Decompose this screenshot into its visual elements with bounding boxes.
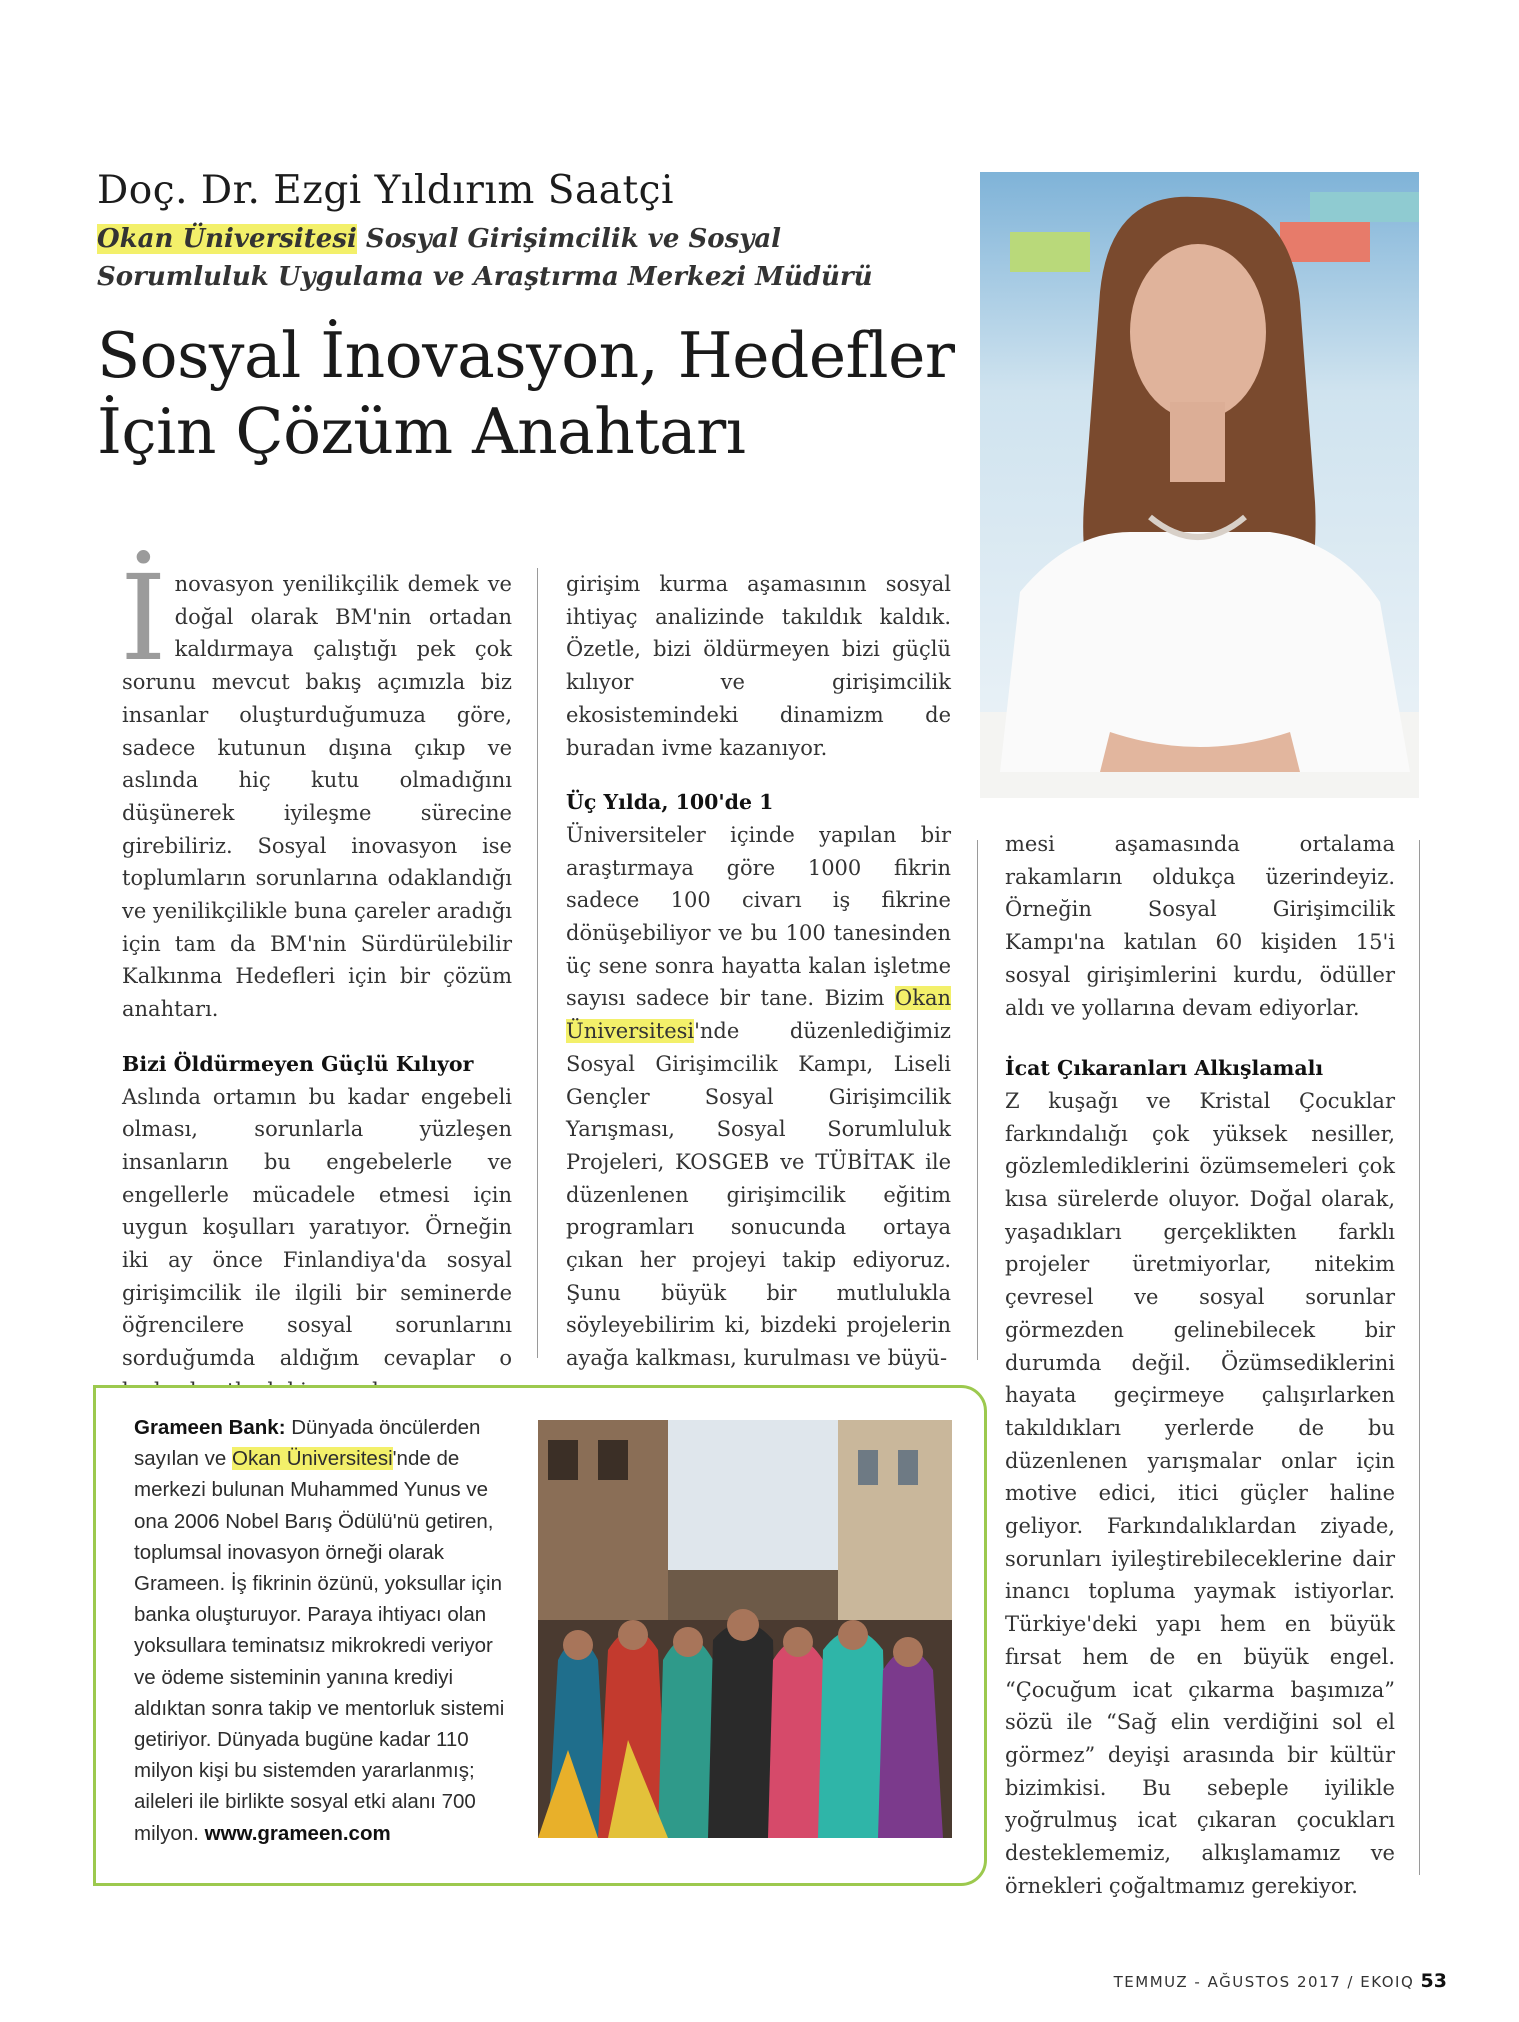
intro-paragraph: novasyon yenilikçilik demek ve doğal olarak BM'nin ortadan kaldırmaya çalıştığı pek çok sorunu mevcut bakış açımızla biz insanlar oluşturduğumuza göre, sadece kutunun dışına çıkıp ve aslında hiç kutu olmadığını düşünerek iyileşme sürecine girebiliriz. Sosyal inovasyon ise toplumların sorunlarına odaklandığı ve yenilikçilikle buna çareler aradığı için tam da BM'nin Sürdürülebilir Kalkınma Hedefleri için bir çözüm anahtarı. <box>122 572 512 1022</box>
article-column-1 <box>120 549 512 1408</box>
grameen-link[interactable]: www.grameen.com <box>204 1821 391 1845</box>
paragraph-1: Aslında ortamın bu kadar engebeli olması, sorunlarla yüzleşen insanların bu engebelerle ve engellerle mücadele etmesi için uygun koşulları yaratıyor. Örneğin iki ay önce Finlandiya'da sosyal girişimcilik ile ilgili bir seminerde öğrencilere sosyal sorunlarını sorduğumda aldığım cevaplar o <box>122 1084 512 1371</box>
role-line2: Sorumluluk Uygulama ve Araştırma Merkezi Müdürü <box>97 262 873 292</box>
headline: Sosyal İnovasyon, Hedefler İçin Çözüm Anahtarı <box>97 319 955 468</box>
drop-cap: İ <box>120 549 167 687</box>
paragraph-2: Üniversiteler içinde yapılan bir araştırmaya göre 1000 fikrin sadece 100 civarı iş fikrine dönüşebiliyor ve bu 100 tanesinden üç sene sonra hayatta kalan işletme sayısı sadece bir tane. Bizim Okan Üniversitesi'nde düzenlediğimiz Sosyal Girişimcilik Kampı, Liseli Gençler Sosyal Girişimcilik Yarışması, Sosyal Sorumluluk Projeleri, KOSGEB ve TÜBİTAK ile düzenlenen girişimcilik eğitim programları sonucunda ortaya çıkan her projeyi takip ediyoruz. Şunu büyük bir mutlulukla söyleyebilirim ki, bizdeki projelerin ayağa kalkması, kurulması ve büyü- <box>566 822 951 1371</box>
sidebar-text: Grameen Bank: Dünyada öncülerden sayılan ve Okan Üniversitesi'nde de merkezi bulunan Muhammed Yunus ve ona 2006 Nobel Barış Ödülü'nü getiren, toplumsal inovasyon örneği olarak Grameen. İş fikrinin özünü, yoksullar için banka oluşturuyor. Paraya ihtiyacı olan yoksullara teminatsız mikrokredi veriyor ve ödeme sisteminin yanına krediyi aldıktan sonra takip ve mentorluk sistemi getiriyor. Dünyada bugüne kadar 110 milyon kişi bu sistemden yararlanmış; aileleri ile birlikte sosyal etki alanı 700 milyon. www.grameen.com <box>134 1416 505 1845</box>
paragraph-2-continued: mesi aşamasında ortalama rakamların oldukça üzerindeyiz. Örneğin Sosyal Girişimcilik Kampı'na katılan 60 kişiden 15'i sosyal girişimlerini kurdu, ödüller aldı ve yollarına devam ediyorlar. <box>1005 832 1395 1020</box>
page-number: 53 <box>1420 1970 1447 1992</box>
subheading-3: İcat Çıkaranları Alkışlamalı <box>1005 1056 1324 1081</box>
sidebar-highlight: Okan Üniversitesi <box>232 1447 393 1471</box>
paragraph-3: Z kuşağı ve Kristal Çocuklar farkındalığı çok yüksek nesiller, gözlemlediklerini özümsemeleri çok kısa sürelerde oluyor. Doğal olarak, yaşadıkları gerçeklikten farklı projeler üretmiyorlar, nitekim çevresel ve sosyal sorunlar görmezden gelinebilecek bir durumda değil. Özümsediklerini hayata geçirmeye çalışırlarken takıldıkları yerlerde de bu düzenlenen yarışmalar onlar için motive edici, itici güçler haline geliyor. Farkındalıklardan ziyade, sorunları iyileştirebileceklerine dair inancı topluma yaymak istiyorlar. Türkiye'deki yapı hem en büyük fırsat hem de en büyük engel. “Çocuğum icat çıkarma başımıza” sözü ile “Sağ elin verdiğini sol el görmez” deyişi arasında bir kültür bizimkisi. Bu sebeple iyilikle yoğrulmuş icat çıkaran çocukları desteklememiz, alkışlamamız ve örnekleri çoğaltmamız gerekiyor. <box>1005 1088 1395 1898</box>
author-portrait <box>980 172 1419 798</box>
subheading-1: Bizi Öldürmeyen Güçlü Kılıyor <box>122 1051 474 1076</box>
article-column-3 <box>1005 828 1395 1903</box>
role-line1: Sosyal Girişimcilik ve Sosyal <box>356 224 782 254</box>
okan-highlight: Okan Üniversitesi <box>566 986 951 1044</box>
paragraph-1-continued: girişim kurma aşamasının sosyal ihtiyaç analizinde takıldık kaldık. Özetle, bizi öldürmeyen bizi güçlü kılıyor ve girişimcilik ekosistemindeki dinamizm de buradan ivme kazanıyor. <box>566 572 951 760</box>
subheading-2: Üç Yılda, 100'de 1 <box>566 790 774 815</box>
role-highlight: Okan Üniversitesi <box>97 224 357 254</box>
sidebar-lead: Grameen Bank: <box>134 1416 286 1439</box>
page-footer <box>1114 1970 1447 1992</box>
issue-label: TEMMUZ - AĞUSTOS 2017 / EKOIQ <box>1113 1973 1415 1991</box>
column-rule <box>537 568 538 1358</box>
author-name: Doç. Dr. Ezgi Yıldırım Saatçi <box>97 168 674 213</box>
author-role <box>97 220 897 296</box>
grameen-group-photo <box>538 1420 952 1838</box>
article-column-2 <box>566 568 951 1375</box>
column-rule <box>977 840 978 1360</box>
column-rule <box>1419 840 1420 1875</box>
